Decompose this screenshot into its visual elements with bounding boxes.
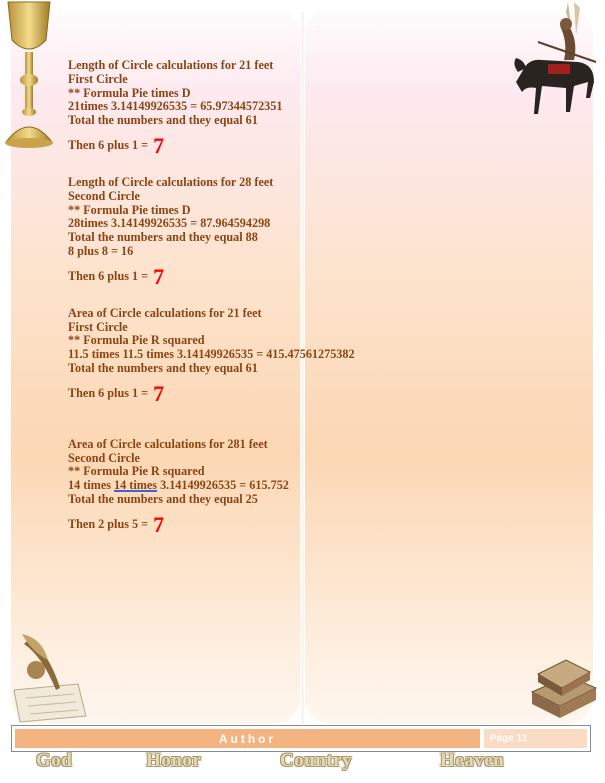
calc-before: 14 times	[68, 478, 115, 493]
block-subheading: First Circle	[68, 319, 128, 334]
calc-after: 3.14149926535 = 615.752	[157, 478, 289, 493]
block-result-line	[68, 512, 588, 538]
result-number: 7	[153, 380, 165, 406]
block-formula: ** Formula Pie times D	[68, 85, 191, 100]
spacer	[68, 424, 588, 438]
block-formula: ** Formula Pie times D	[68, 202, 191, 217]
block-formula: ** Formula Pie R squared	[68, 333, 205, 348]
block-subheading: First Circle	[68, 71, 128, 86]
calculation-block-2	[68, 176, 588, 290]
document-content	[68, 59, 588, 555]
motto-word-country: Country	[280, 750, 353, 771]
result-number: 7	[153, 511, 165, 537]
motto-word-heaven: Heaven	[440, 750, 505, 771]
books-icon	[528, 652, 600, 724]
goblet-icon	[0, 0, 58, 152]
block-heading: Area of Circle calculations for 281 feet	[68, 436, 268, 451]
result-prefix: Then 2 plus 5 =	[68, 516, 149, 531]
block-calculation: 21times 3.14149926535 = 65.97344572351	[68, 99, 283, 114]
block-heading: Area of Circle calculations for 21 feet	[68, 305, 262, 320]
block-heading: Length of Circle calculations for 28 feet	[68, 174, 274, 189]
motto-word-honor: Honor	[146, 750, 202, 771]
block-formula: ** Formula Pie R squared	[68, 464, 205, 479]
footer-page-number: Page 11	[484, 729, 587, 748]
block-subheading: Second Circle	[68, 450, 140, 465]
block-extra: 8 plus 8 = 16	[68, 243, 134, 258]
calculation-block-3	[68, 307, 588, 407]
result-number: 7	[153, 263, 165, 289]
footer-author: Author	[15, 729, 480, 748]
block-subheading: Second Circle	[68, 188, 140, 203]
block-total: Total the numbers and they equal 88	[68, 230, 258, 245]
block-result-line	[68, 264, 588, 290]
block-calculation: 11.5 times 11.5 times 3.14149926535 = 415.47561275382	[68, 347, 355, 362]
motto-word-god: God	[36, 750, 73, 771]
page-footer	[11, 725, 591, 752]
result-prefix: Then 6 plus 1 =	[68, 138, 149, 153]
spellcheck-underlined-text[interactable]: 14 times	[114, 478, 158, 493]
block-total: Total the numbers and they equal 61	[68, 113, 258, 128]
block-total: Total the numbers and they equal 61	[68, 360, 258, 375]
block-heading: Length of Circle calculations for 21 feet	[68, 58, 274, 72]
calculation-block-1	[68, 59, 588, 159]
block-calculation	[68, 479, 588, 493]
block-calculation: 28times 3.14149926535 = 87.964594298	[68, 216, 271, 231]
block-total: Total the numbers and they equal 25	[68, 491, 258, 506]
result-prefix: Then 6 plus 1 =	[68, 268, 149, 283]
result-prefix: Then 6 plus 1 =	[68, 385, 149, 400]
calculation-block-4	[68, 438, 588, 538]
result-number: 7	[153, 132, 165, 158]
block-result-line	[68, 381, 588, 407]
block-result-line	[68, 133, 588, 159]
quill-scroll-icon	[8, 630, 92, 724]
